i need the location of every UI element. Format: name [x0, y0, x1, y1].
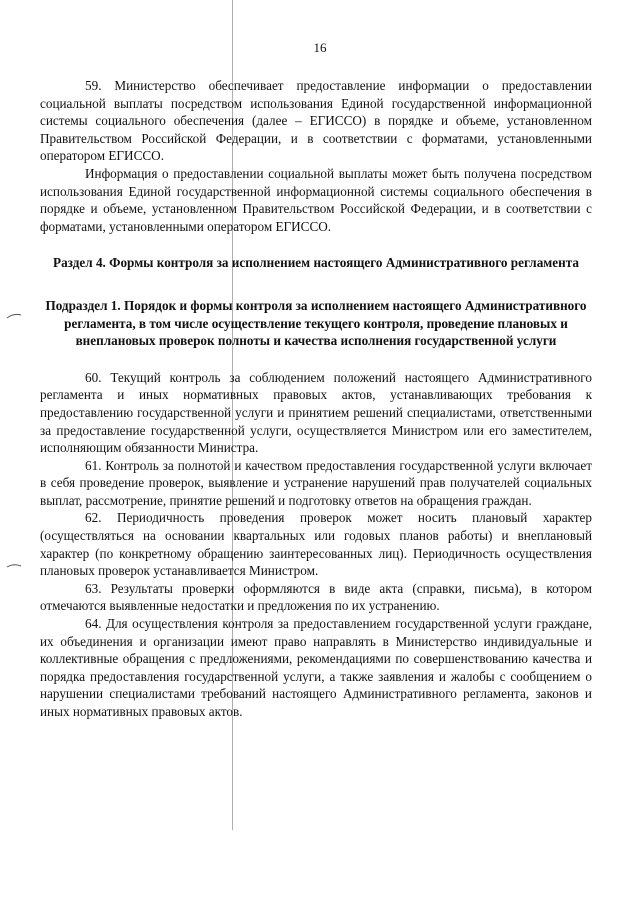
paragraph-63: 63. Результаты проверки оформляются в виде акта (справки, письма), в котором отмечаются выявленные недостатки и предложения по их устранению. [40, 580, 592, 614]
paragraph-60: 60. Текущий контроль за соблюдением положений настоящего Административного регламента и иных нормативных правовых актов, устанавливающих требования к предоставлению государственной услуги и принятием решений специалистами, ответственными за предоставление государственной услуги, осуществляется Министром или его заместителем, исполняющим обязанности Министра. [40, 369, 592, 456]
paragraph-59: 59. Министерство обеспечивает предоставление информации о предоставлении социальной выплаты посредством использования Единой государственной информационной системы социального обеспечения (далее – ЕГИССО) в порядке и объеме, установленном Правительством Российской Федерации, и в соответствии с форматами, установленными оператором ЕГИССО. [40, 78, 592, 164]
paragraph-64: 64. Для осуществления контроля за предоставлением государственной услуги граждане, их объединения и организации имеют право направлять в Министерство индивидуальные и коллективные обращения с предложениями, рекомендациями по совершенствованию качества и порядка предоставления государственной услуги, а также заявления и жалобы с сообщением о нарушении специалистами требований настоящего Административного регламента, законов и иных нормативных правовых актов. [40, 616, 592, 719]
paragraph-61: 61. Контроль за полнотой и качеством предоставления государственной услуги включает в себя проведение проверок, выявление и устранение нарушений прав получателей социальных выплат, рассмотрение, принятие решений и подготовку ответов на обращения граждан. [40, 457, 592, 508]
scan-margin-mark [6, 312, 22, 320]
subsection-title: Подраздел 1. Порядок и формы контроля за исполнением настоящего Административного регламента, в том числе осуществление текущего контроля, проведение плановых и внеплановых проверок полноты и качества исполнения государственной услуги [45, 297, 587, 349]
page-number: 16 [313, 40, 327, 55]
paragraph-information: Информация о предоставлении социальной выплаты может быть получена посредством использования Единой государственной информационной системы социального обеспечения в порядке и объеме, установленном Правительством Российской Федерации, и в соответствии с форматами, установленными оператором ЕГИССО. [40, 165, 592, 234]
section-title: Раздел 4. Формы контроля за исполнением настоящего Административного регламента [53, 255, 579, 271]
scan-margin-mark [6, 562, 22, 570]
document-body [40, 77, 592, 721]
paragraph-62: 62. Периодичность проведения проверок может носить плановый характер (осуществляться на основании квартальных или годовых планов работы) и внеплановый характер (по конкретному обращению заинтересованных лиц). Периодичность осуществления плановых проверок устанавливается Министром. [40, 510, 592, 579]
